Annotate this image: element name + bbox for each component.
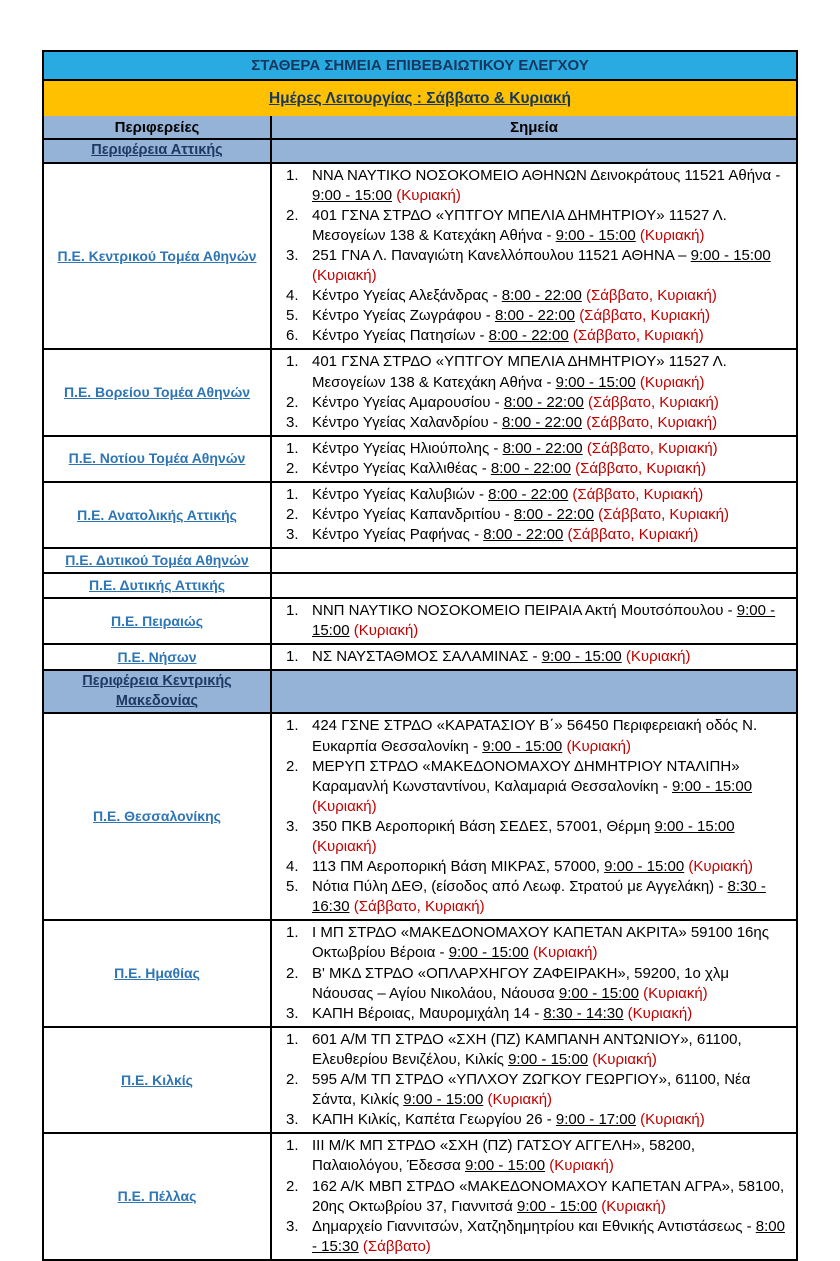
region-link[interactable]: Π.Ε. Νοτίου Τομέα Αθηνών bbox=[68, 450, 246, 467]
list-item bbox=[272, 505, 792, 525]
item-number: 1. bbox=[286, 485, 299, 503]
point-days: (Κυριακή) bbox=[549, 1157, 614, 1175]
point-hours: 9:00 - 15:00 bbox=[654, 817, 735, 835]
column-header-points: Σημεία bbox=[510, 118, 558, 136]
points-list bbox=[272, 1028, 796, 1132]
points-list bbox=[272, 574, 796, 597]
region-cell bbox=[44, 350, 272, 434]
item-number: 3. bbox=[286, 1217, 299, 1235]
point-hours: 9:00 - 15:00 bbox=[517, 1197, 598, 1215]
point-text: ΝΣ ΝΑΥΣΤΑΘΜΟΣ ΣΑΛΑΜΙΝΑΣ - bbox=[312, 648, 542, 666]
list-item bbox=[272, 413, 792, 433]
item-number: 1. bbox=[286, 648, 299, 666]
page-title: ΣΤΑΘΕΡΑ ΣΗΜΕΙΑ ΕΠΙΒΕΒΑΙΩΤΙΚΟΥ ΕΛΕΓΧΟΥ bbox=[251, 57, 589, 74]
points-list bbox=[272, 921, 796, 1025]
item-number: 2. bbox=[286, 964, 299, 982]
item-body bbox=[312, 286, 792, 306]
region-link[interactable]: Π.Ε. Πειραιώς bbox=[110, 612, 204, 629]
region-link[interactable]: Π.Ε. Νήσων bbox=[117, 648, 197, 665]
section-header-label: Περιφέρεια Αττικής bbox=[91, 142, 223, 158]
item-number: 2. bbox=[286, 459, 299, 477]
point-days: (Κυριακή) bbox=[643, 984, 708, 1002]
region-cell bbox=[44, 714, 272, 919]
point-hours: 9:00 - 15:00 bbox=[555, 373, 636, 391]
region-cell bbox=[44, 483, 272, 547]
point-text: 251 ΓΝΑ Λ. Παναγιώτη Κανελλόπουλου 11521 ΑΘΗΝΑ – bbox=[312, 246, 691, 264]
item-number: 1. bbox=[286, 353, 299, 371]
point-days: (Κυριακή) bbox=[566, 737, 632, 755]
point-hours: 9:00 - 17:00 bbox=[555, 1111, 636, 1129]
section-header-spacer bbox=[272, 671, 796, 712]
point-text: 601 Α/Μ ΤΠ ΣΤΡΔΟ «ΣΧΗ (ΠΖ) ΚΑΜΠΑΝΗ ΑΝΤΩΝΙΟΥ», 61100, Ελευθερίου Βενιζέλου, Κιλκίς bbox=[312, 1030, 742, 1068]
list-item bbox=[272, 206, 792, 246]
region-cell bbox=[44, 1028, 272, 1132]
point-hours: 8:00 - 22:00 bbox=[483, 526, 564, 544]
points-list bbox=[272, 483, 796, 547]
list-item bbox=[272, 757, 792, 817]
table-row bbox=[44, 712, 796, 919]
points-list bbox=[272, 599, 796, 643]
item-number: 1. bbox=[286, 1137, 299, 1155]
region-link[interactable]: Π.Ε. Δυτικού Τομέα Αθηνών bbox=[65, 552, 249, 569]
point-days: (Σάββατο, Κυριακή) bbox=[598, 506, 729, 524]
point-text: Κέντρο Υγείας Ραφήνας - bbox=[312, 526, 484, 544]
point-text: Κέντρο Υγείας Χαλανδρίου - bbox=[312, 413, 502, 431]
point-hours: 9:00 - 15:00 bbox=[690, 246, 771, 264]
point-text: 424 ΓΣΝΕ ΣΤΡΔΟ «ΚΑΡΑΤΑΣΙΟΥ Β΄» 56450 Περιφερειακή οδός Ν. Ευκαρπία Θεσσαλονίκη - bbox=[312, 717, 758, 755]
point-text: Κέντρο Υγείας Αμαρουσίου - bbox=[312, 393, 504, 411]
point-days: (Κυριακή) bbox=[639, 373, 705, 391]
point-text: Κέντρο Υγείας Ζωγράφου - bbox=[312, 307, 495, 325]
point-text: 401 ΓΣΝΑ ΣΤΡΔΟ «ΥΠΤΓΟΥ ΜΠΕΛΙΑ ΔΗΜΗΤΡΙΟΥ» 11527 Λ. Μεσογείων 138 & Κατεχάκη Αθήνα - bbox=[312, 206, 727, 244]
table-title-bar bbox=[44, 52, 796, 79]
list-item bbox=[272, 439, 792, 459]
table-row bbox=[44, 597, 796, 643]
list-item bbox=[272, 1004, 792, 1024]
item-body bbox=[312, 1004, 792, 1024]
point-days: (Κυριακή) bbox=[312, 797, 377, 815]
table-row bbox=[44, 1026, 796, 1132]
point-hours: 9:00 - 15:00 bbox=[465, 1157, 546, 1175]
point-hours: 9:00 - 15:00 bbox=[541, 648, 622, 666]
item-number: 4. bbox=[286, 858, 299, 876]
region-link[interactable]: Π.Ε. Δυτικής Αττικής bbox=[88, 577, 226, 594]
point-hours: 8:00 - 22:00 bbox=[501, 287, 582, 305]
points-list bbox=[272, 549, 796, 572]
item-body bbox=[312, 439, 792, 459]
points-list bbox=[272, 350, 796, 434]
point-hours: 8:00 - 22:00 bbox=[488, 485, 569, 503]
item-number: 2. bbox=[286, 506, 299, 524]
point-text: ΚΑΠΗ Βέροιας, Μαυρομιχάλη 14 - bbox=[312, 1004, 544, 1022]
point-hours: 8:00 - 22:00 bbox=[501, 413, 583, 431]
point-hours: 9:00 - 15:00 bbox=[448, 944, 529, 962]
point-days: (Σάββατο, Κυριακή) bbox=[567, 526, 699, 544]
region-link[interactable]: Π.Ε. Ανατολικής Αττικής bbox=[77, 506, 237, 523]
item-body bbox=[312, 601, 792, 641]
column-header-regions: Περιφερείες bbox=[44, 116, 272, 138]
list-item bbox=[272, 1030, 792, 1070]
table-body bbox=[44, 138, 796, 1259]
point-text: 595 Α/Μ ΤΠ ΣΤΡΔΟ «ΥΠΛΧΟΥ ΖΩΓΚΟΥ ΓΕΩΡΓΙΟΥ», 61100, Νέα Σάντα, Κιλκίς bbox=[312, 1071, 751, 1109]
list-item bbox=[272, 877, 792, 917]
point-hours: 9:00 - 15:00 bbox=[555, 226, 636, 244]
region-cell bbox=[44, 164, 272, 349]
list-item bbox=[272, 286, 792, 306]
item-number: 3. bbox=[286, 1004, 299, 1022]
item-number: 5. bbox=[286, 878, 299, 896]
list-item bbox=[272, 601, 792, 641]
point-text: ΚΑΠΗ Κιλκίς, Καπέτα Γεωργίου 26 - bbox=[312, 1111, 556, 1129]
item-body bbox=[312, 206, 792, 246]
item-body bbox=[312, 393, 792, 413]
region-cell bbox=[44, 437, 272, 481]
control-points-table bbox=[42, 50, 798, 1261]
list-item bbox=[272, 857, 792, 877]
item-body bbox=[312, 413, 792, 433]
list-item bbox=[272, 1070, 792, 1110]
point-text: Κέντρο Υγείας Καλλιθέας - bbox=[312, 459, 491, 477]
point-days: (Κυριακή) bbox=[688, 858, 753, 876]
region-link[interactable]: Π.Ε. Πέλλας bbox=[117, 1188, 197, 1205]
table-row bbox=[44, 547, 796, 572]
item-body bbox=[312, 306, 792, 326]
item-body bbox=[312, 525, 792, 545]
list-item bbox=[272, 1177, 792, 1217]
table-row bbox=[44, 348, 796, 434]
point-days: (Σάββατο, Κυριακή) bbox=[572, 485, 704, 503]
point-days: (Κυριακή) bbox=[487, 1091, 553, 1109]
item-number: 2. bbox=[286, 1071, 299, 1089]
point-days: (Κυριακή) bbox=[396, 186, 461, 204]
item-body bbox=[312, 923, 792, 963]
point-days: (Σάββατο, Κυριακή) bbox=[572, 327, 704, 345]
point-days: (Κυριακή) bbox=[532, 944, 598, 962]
list-item bbox=[272, 326, 792, 346]
point-text: 401 ΓΣΝΑ ΣΤΡΔΟ «ΥΠΤΓΟΥ ΜΠΕΛΙΑ ΔΗΜΗΤΡΙΟΥ» 11527 Λ. Μεσογείων 138 & Κατεχάκη Αθήνα - bbox=[312, 353, 727, 391]
point-hours: 9:00 - 15:00 bbox=[312, 602, 776, 640]
point-text: ΝΝΠ ΝΑΥΤΙΚΟ ΝΟΣΟΚΟΜΕΙΟ ΠΕΙΡΑΙΑ Ακτή Μουτσόπουλου - bbox=[312, 602, 737, 620]
point-hours: 8:30 - 14:30 bbox=[543, 1004, 624, 1022]
point-days: (Σάββατο, Κυριακή) bbox=[585, 287, 717, 305]
list-item bbox=[272, 923, 792, 963]
list-item bbox=[272, 1110, 792, 1130]
item-body bbox=[312, 459, 792, 479]
point-days: (Κυριακή) bbox=[601, 1197, 666, 1215]
region-cell bbox=[44, 599, 272, 643]
point-days: (Σάββατο, Κυριακή) bbox=[586, 413, 718, 431]
item-body bbox=[312, 485, 792, 505]
point-text: Κέντρο Υγείας Αλεξάνδρας - bbox=[312, 287, 502, 305]
list-item bbox=[272, 352, 792, 392]
item-body bbox=[312, 1030, 792, 1070]
item-number: 4. bbox=[286, 287, 299, 305]
section-header-cell bbox=[44, 671, 272, 712]
item-body bbox=[312, 1177, 792, 1217]
list-item bbox=[272, 964, 792, 1004]
point-text: ΙΙΙ Μ/Κ ΜΠ ΣΤΡΔΟ «ΣΧΗ (ΠΖ) ΓΑΤΣΟΥ ΑΓΓΕΛΗ», 58200, Παλαιολόγου, Έδεσσα bbox=[312, 1137, 696, 1175]
point-hours: 9:00 - 15:00 bbox=[671, 777, 753, 795]
list-item bbox=[272, 459, 792, 479]
point-days: (Κυριακή) bbox=[592, 1050, 657, 1068]
region-link[interactable]: Π.Ε. Κιλκίς bbox=[121, 1071, 193, 1088]
point-hours: 9:00 - 15:00 bbox=[558, 984, 639, 1002]
item-number: 3. bbox=[286, 817, 299, 835]
item-body bbox=[312, 1217, 792, 1257]
point-hours: 9:00 - 15:00 bbox=[403, 1091, 484, 1109]
item-number: 1. bbox=[286, 602, 299, 620]
region-link[interactable]: Π.Ε. Βορείου Τομέα Αθηνών bbox=[63, 384, 251, 401]
point-days: (Σάββατο, Κυριακή) bbox=[575, 459, 706, 477]
point-days: (Σάββατο, Κυριακή) bbox=[586, 439, 718, 457]
region-link[interactable]: Π.Ε. Κεντρικού Τομέα Αθηνών bbox=[57, 247, 257, 264]
point-text: Κέντρο Υγείας Καλυβιών - bbox=[312, 485, 489, 503]
point-hours: 9:00 - 15:00 bbox=[312, 186, 393, 204]
point-days: (Σάββατο, Κυριακή) bbox=[588, 393, 719, 411]
region-cell bbox=[44, 574, 272, 597]
table-row bbox=[44, 643, 796, 669]
point-text: Κέντρο Υγείας Καπανδριτίου - bbox=[312, 506, 514, 524]
item-body bbox=[312, 1110, 792, 1130]
point-days: (Κυριακή) bbox=[353, 622, 419, 640]
points-list bbox=[272, 645, 796, 669]
item-number: 1. bbox=[286, 924, 299, 942]
point-text: Κέντρο Υγείας Πατησίων - bbox=[312, 327, 489, 345]
item-body bbox=[312, 352, 792, 392]
section-header-row bbox=[44, 138, 796, 162]
list-item bbox=[272, 716, 792, 756]
item-number: 2. bbox=[286, 393, 299, 411]
table-row bbox=[44, 572, 796, 597]
item-number: 2. bbox=[286, 206, 299, 224]
item-number: 3. bbox=[286, 413, 299, 431]
point-text: 113 ΠΜ Αεροπορική Βάση ΜΙΚΡΑΣ, 57000, bbox=[312, 858, 605, 876]
region-cell bbox=[44, 1134, 272, 1259]
item-number: 1. bbox=[286, 717, 299, 735]
item-number: 3. bbox=[286, 526, 299, 544]
column-header-row bbox=[44, 116, 796, 138]
operating-days-label: Ημέρες Λειτουργίας : Σάββατο & Κυριακή bbox=[268, 89, 572, 107]
point-days: (Κυριακή) bbox=[625, 648, 691, 666]
point-text: 162 Α/Κ ΜΒΠ ΣΤΡΔΟ «ΜΑΚΕΔΟΝΟΜΑΧΟΥ ΚΑΠΕΤΑΝ ΑΓΡΑ», 58100, 20ης Οκτωβρίου 37, Γιαννιτσά bbox=[312, 1177, 785, 1215]
item-body bbox=[312, 1070, 792, 1110]
points-list bbox=[272, 1134, 796, 1259]
item-body bbox=[312, 505, 792, 525]
section-header-spacer bbox=[272, 140, 796, 162]
section-header-row bbox=[44, 669, 796, 712]
table-row bbox=[44, 162, 796, 349]
point-hours: 9:00 - 15:00 bbox=[604, 858, 685, 876]
item-body bbox=[312, 964, 792, 1004]
point-text: Κέντρο Υγείας Ηλιούπολης - bbox=[312, 439, 503, 457]
item-body bbox=[312, 246, 792, 286]
point-hours: 8:00 - 22:00 bbox=[488, 327, 569, 345]
item-body bbox=[312, 166, 792, 206]
points-list bbox=[272, 164, 796, 349]
list-item bbox=[272, 306, 792, 326]
point-text: ΜΕΡΥΠ ΣΤΡΔΟ «ΜΑΚΕΔΟΝΟΜΑΧΟΥ ΔΗΜΗΤΡΙΟΥ ΝΤΑΛΙΠΗ» Καραμανλή Κωνσταντίνου, Καλαμαριά Θεσσαλονίκη - bbox=[312, 757, 740, 795]
list-item bbox=[272, 817, 792, 857]
item-body bbox=[312, 817, 792, 857]
item-body bbox=[312, 1136, 792, 1176]
section-header-cell bbox=[44, 140, 272, 162]
region-cell bbox=[44, 645, 272, 669]
section-header-label: Περιφέρεια Κεντρικής Μακεδονίας bbox=[82, 673, 232, 709]
point-text: Ι ΜΠ ΣΤΡΔΟ «ΜΑΚΕΔΟΝΟΜΑΧΟΥ ΚΑΠΕΤΑΝ ΑΚΡΙΤΑ» 59100 16ης Οκτωβρίου Βέροια - bbox=[312, 924, 769, 962]
list-item bbox=[272, 246, 792, 286]
point-hours: 8:00 - 22:00 bbox=[513, 506, 594, 524]
point-text: Νότια Πύλη ΔΕΘ, (είσοδος από Λεωφ. Στρατού με Αγγελάκη) - bbox=[312, 878, 728, 896]
point-days: (Κυριακή) bbox=[640, 1111, 705, 1129]
region-link[interactable]: Π.Ε. Ημαθίας bbox=[114, 965, 200, 982]
point-days: (Σάββατο, Κυριακή) bbox=[579, 307, 711, 325]
point-days: (Σάββατο) bbox=[362, 1237, 431, 1255]
table-row bbox=[44, 919, 796, 1025]
points-list bbox=[272, 437, 796, 481]
region-link[interactable]: Π.Ε. Θεσσαλονίκης bbox=[93, 808, 221, 825]
point-text: 350 ΠΚΒ Αεροπορική Βάση ΣΕΔΕΣ, 57001, Θέρμη bbox=[312, 817, 655, 835]
point-hours: 8:00 - 15:30 bbox=[312, 1217, 785, 1255]
item-body bbox=[312, 757, 792, 817]
operating-days-bar bbox=[44, 79, 796, 116]
point-text: Δημαρχείο Γιαννιτσών, Χατζηδημητρίου και Εθνικής Αντιστάσεως - bbox=[312, 1217, 756, 1235]
item-body bbox=[312, 877, 792, 917]
list-item bbox=[272, 1217, 792, 1257]
point-days: (Κυριακή) bbox=[639, 226, 705, 244]
item-body bbox=[312, 647, 792, 667]
list-item bbox=[272, 647, 792, 667]
point-hours: 8:00 - 22:00 bbox=[502, 439, 583, 457]
item-body bbox=[312, 857, 792, 877]
point-text: Β' ΜΚΔ ΣΤΡΔΟ «ΟΠΛΑΡΧΗΓΟΥ ΖΑΦΕΙΡΑΚΗ», 59200, 1ο χλμ Νάουσας – Αγίου Νικολάου, Νάουσα bbox=[312, 964, 730, 1002]
point-hours: 8:00 - 22:00 bbox=[494, 307, 576, 325]
item-number: 1. bbox=[286, 166, 299, 184]
item-number: 2. bbox=[286, 1177, 299, 1195]
point-text: ΝΝΑ ΝΑΥΤΙΚΟ ΝΟΣΟΚΟΜΕΙΟ ΑΘΗΝΩΝ Δεινοκράτους 11521 Αθήνα - bbox=[312, 166, 781, 184]
region-cell bbox=[44, 921, 272, 1025]
item-body bbox=[312, 716, 792, 756]
region-cell bbox=[44, 549, 272, 572]
item-number: 5. bbox=[286, 307, 299, 325]
point-hours: 8:00 - 22:00 bbox=[490, 459, 571, 477]
list-item bbox=[272, 525, 792, 545]
table-row bbox=[44, 481, 796, 547]
point-hours: 9:00 - 15:00 bbox=[508, 1050, 589, 1068]
item-number: 3. bbox=[286, 246, 299, 264]
item-body bbox=[312, 326, 792, 346]
list-item bbox=[272, 485, 792, 505]
list-item bbox=[272, 1136, 792, 1176]
table-row bbox=[44, 1132, 796, 1259]
item-number: 3. bbox=[286, 1111, 299, 1129]
item-number: 1. bbox=[286, 439, 299, 457]
point-days: (Κυριακή) bbox=[312, 838, 377, 855]
list-item bbox=[272, 393, 792, 413]
list-item bbox=[272, 166, 792, 206]
point-days: (Κυριακή) bbox=[312, 267, 377, 285]
table-row bbox=[44, 435, 796, 481]
item-number: 2. bbox=[286, 757, 299, 775]
point-hours: 8:30 - 16:30 bbox=[312, 878, 766, 916]
point-days: (Κυριακή) bbox=[627, 1004, 693, 1022]
point-days: (Σάββατο, Κυριακή) bbox=[353, 898, 485, 916]
points-list bbox=[272, 714, 796, 919]
point-hours: 8:00 - 22:00 bbox=[503, 393, 584, 411]
item-number: 1. bbox=[286, 1030, 299, 1048]
point-hours: 9:00 - 15:00 bbox=[482, 737, 563, 755]
item-number: 6. bbox=[286, 327, 299, 345]
